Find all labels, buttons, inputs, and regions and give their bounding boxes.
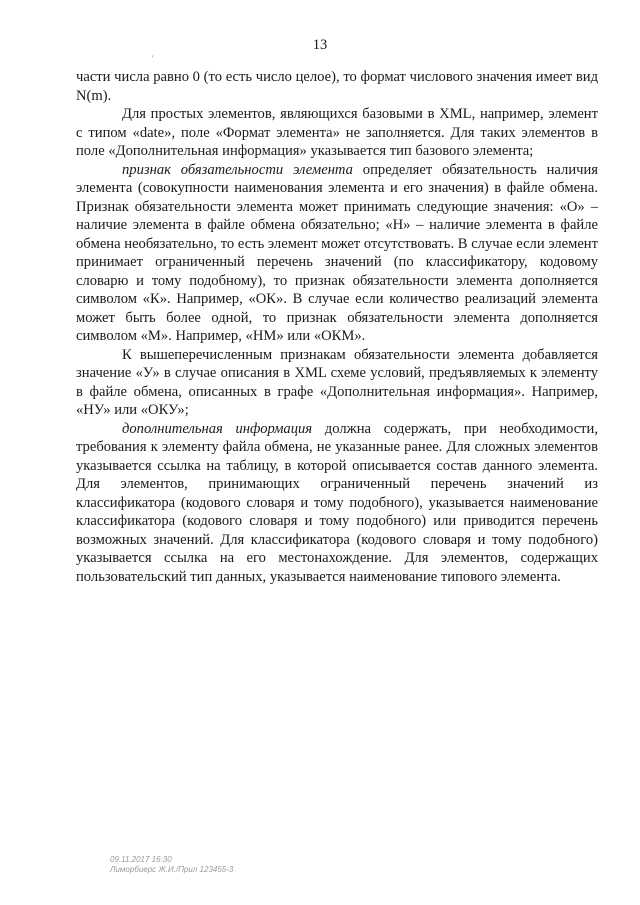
document-body: [76, 68, 598, 586]
paragraph-text: должна содержать, при необходимости, требования к элементу файла обмена, не указанные ранее. Для сложных элементов указывается ссылка на таблицу, в которой описывается состав данного элемента. Для элементов, принимающих ограниченный перечень значений из классификатора (кодового словаря и тому подобного), указывается наименование классификатора (кодового словаря и тому подобного) или приводится перечень возможных значений. Для классификатора (кодового словаря и тому подобного) указывается ссылка на его местонахождение. Для элементов, содержащих пользовательский тип данных, указывается наименование типового элемента.: [76, 420, 599, 585]
definition-term: дополнительная информация: [122, 420, 313, 437]
paragraph-simple-elements: [76, 105, 598, 161]
paragraph-text: Для простых элементов, являющихся базовыми в XML, например, элемент с типом «date», поле «Формат элемента» не заполняется. Для таких элементов в поле «Дополнительная информация» указывается тип базового элемента;: [76, 106, 598, 159]
scan-mark: ': [152, 54, 154, 63]
paragraph-additional-info: [76, 420, 598, 587]
paragraph-text: части числа равно 0 (то есть число целое), то формат числового значения имеет вид N(m).: [76, 69, 598, 104]
paragraph-condition-flag: [76, 346, 598, 420]
paragraph-continuation: [76, 68, 598, 105]
stamp-author: Лиморбиерс Ж.И./Прил 123455-3: [110, 865, 234, 874]
definition-term: признак обязательности элемента: [122, 161, 353, 178]
paragraph-text: К вышеперечисленным признакам обязательности элемента добавляется значение «У» в случае описания в XML схеме условий, предъявляемых к элементу в файле обмена, описанных в графе «Дополнительная информация». Например, «НУ» или «ОКУ»;: [76, 346, 598, 418]
page-number: 13: [312, 37, 328, 53]
stamp-datetime: 09.11.2017 16:30: [110, 855, 172, 864]
document-stamp: [110, 855, 233, 875]
paragraph-mandatory-flag: [76, 161, 598, 346]
paragraph-text: определяет обязательность наличия элемента (совокупности наименования элемента и его значения) в файле обмена. Признак обязательности элемента может принимать следующие значения: «О» – наличие элемента в файле обмена обязательно; «Н» – наличие элемента в файле обмена необязательно, то есть элемент может отсутствовать. В случае если элемент принимает ограниченный перечень значений (по классификатору, кодовому словарю и тому подобному), то признак обязательности элемента дополняется символом «К». Например, «ОК». В случае если количество реализаций элемента может быть более одной, то признак обязательности элемента дополняется символом «М». Например, «НМ» или «ОКМ».: [76, 161, 598, 344]
